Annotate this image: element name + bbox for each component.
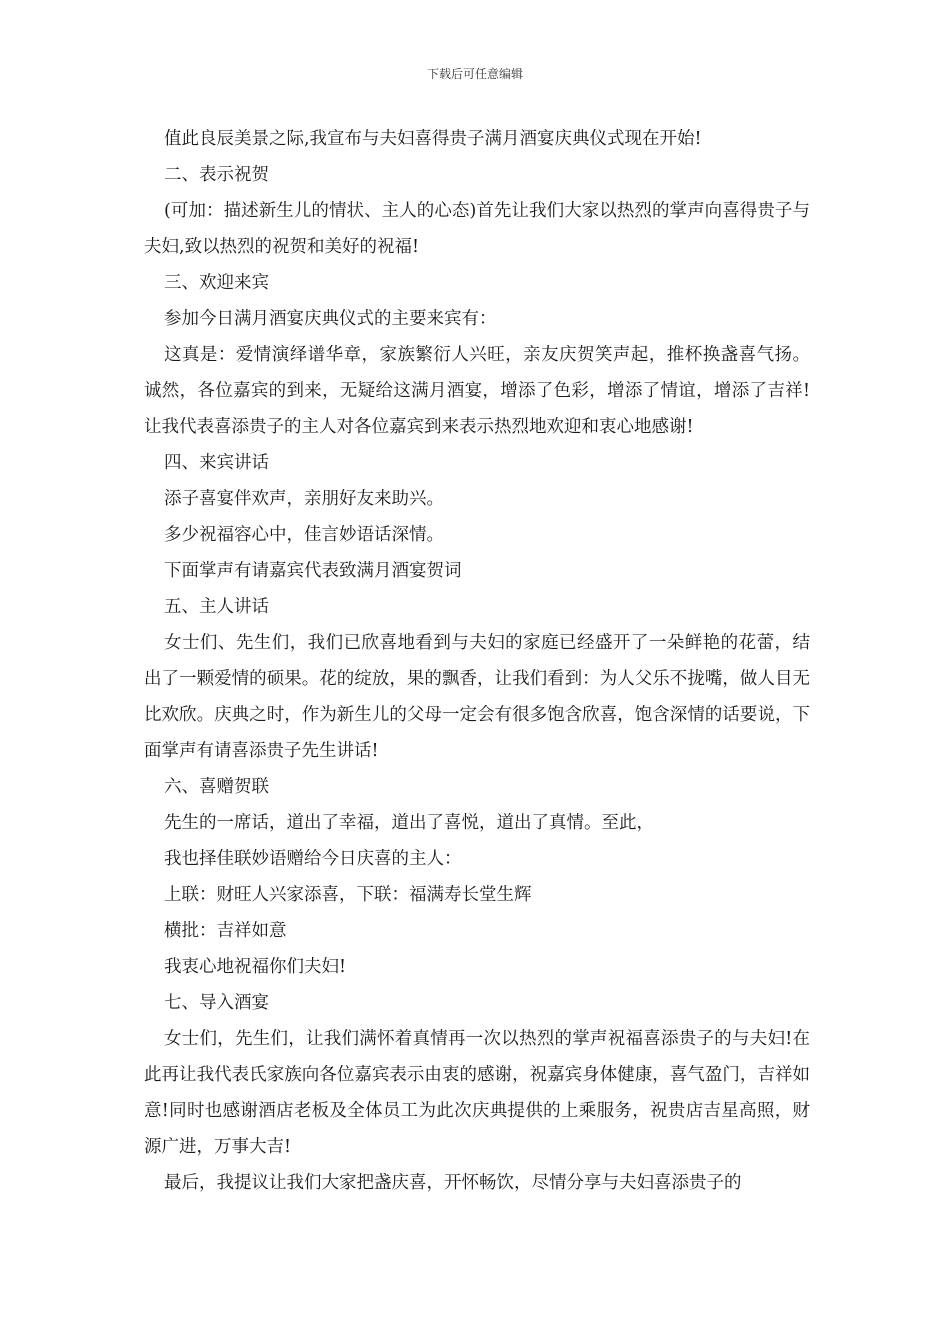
paragraph-verse-line-1: 添子喜宴伴欢声，亲朋好友来助兴。 <box>164 489 444 509</box>
paragraph-banquet-thanks: 女士们，先生们，让我们满怀着真情再一次以热烈的掌声祝福喜添贵子的与夫妇!在此再让我代表氏家族向各位嘉宾表示由衷的感谢，祝嘉宾身体健康，喜气盈门，吉祥如意!同时也感谢酒店老板及全体员工为此次庆典提供的上乘服务，祝贵店吉星高照，财源广进，万事大吉! <box>144 1029 810 1157</box>
paragraph-couplet-intro-1: 先生的一席话，道出了幸福，道出了喜悦，道出了真情。至此， <box>164 813 654 833</box>
section-heading-welcome-guests: 三、欢迎来宾 <box>164 273 269 293</box>
section-heading-host-speech: 五、主人讲话 <box>164 597 269 617</box>
paragraph-welcome: 这真是：爱情演绎谱华章，家族繁衍人兴旺，亲友庆贺笑声起，推杯换盏喜气扬。诚然，各位嘉宾的到来，无疑给这满月酒宴，增添了色彩，增添了情谊，增添了吉祥!让我代表喜添贵子的主人对各位嘉宾到来表示热烈地欢迎和衷心地感谢! <box>144 345 810 437</box>
paragraph-couplet-horizontal: 横批：吉祥如意 <box>164 921 287 941</box>
section-heading-couplet: 六、喜赠贺联 <box>164 777 269 797</box>
paragraph-host-speech: 女士们、先生们，我们已欣喜地看到与夫妇的家庭已经盛开了一朵鲜艳的花蕾，结出了一颗爱情的硕果。花的绽放，果的飘香，让我们看到：为人父乐不拢嘴，做人目无比欢欣。庆典之时，作为新生儿的父母一定会有很多饱含欣喜，饱含深情的话要说，下面掌声有请喜添贵子先生讲话! <box>144 633 810 761</box>
paragraph-congratulations: (可加：描述新生儿的情状、主人的心态)首先让我们大家以热烈的掌声向喜得贵子与夫妇,致以热烈的祝贺和美好的祝福! <box>144 201 810 257</box>
page-header: 下载后可任意编辑 <box>426 67 523 81</box>
paragraph-couplet-intro-2: 我也择佳联妙语赠给今日庆喜的主人： <box>164 849 462 869</box>
section-heading-congratulations: 二、表示祝贺 <box>164 165 269 185</box>
paragraph-guest-list-intro: 参加今日满月酒宴庆典仪式的主要来宾有： <box>164 309 497 329</box>
paragraph-couplet-lines: 上联：财旺人兴家添喜，下联：福满寿长堂生辉 <box>164 885 532 905</box>
section-heading-banquet: 七、导入酒宴 <box>164 993 269 1013</box>
paragraph-blessing: 我衷心地祝福你们夫妇! <box>164 957 347 977</box>
document-body <box>144 121 810 1201</box>
paragraph-closing: 最后，我提议让我们大家把盏庆喜，开怀畅饮，尽情分享与夫妇喜添贵子的 <box>164 1173 742 1193</box>
section-heading-guest-speech: 四、来宾讲话 <box>164 453 269 473</box>
paragraph-announcement: 值此良辰美景之际,我宣布与夫妇喜得贵子满月酒宴庆典仪式现在开始! <box>164 129 702 149</box>
paragraph-guest-speech-invite: 下面掌声有请嘉宾代表致满月酒宴贺词 <box>164 561 462 581</box>
paragraph-verse-line-2: 多少祝福容心中，佳言妙语话深情。 <box>164 525 444 545</box>
